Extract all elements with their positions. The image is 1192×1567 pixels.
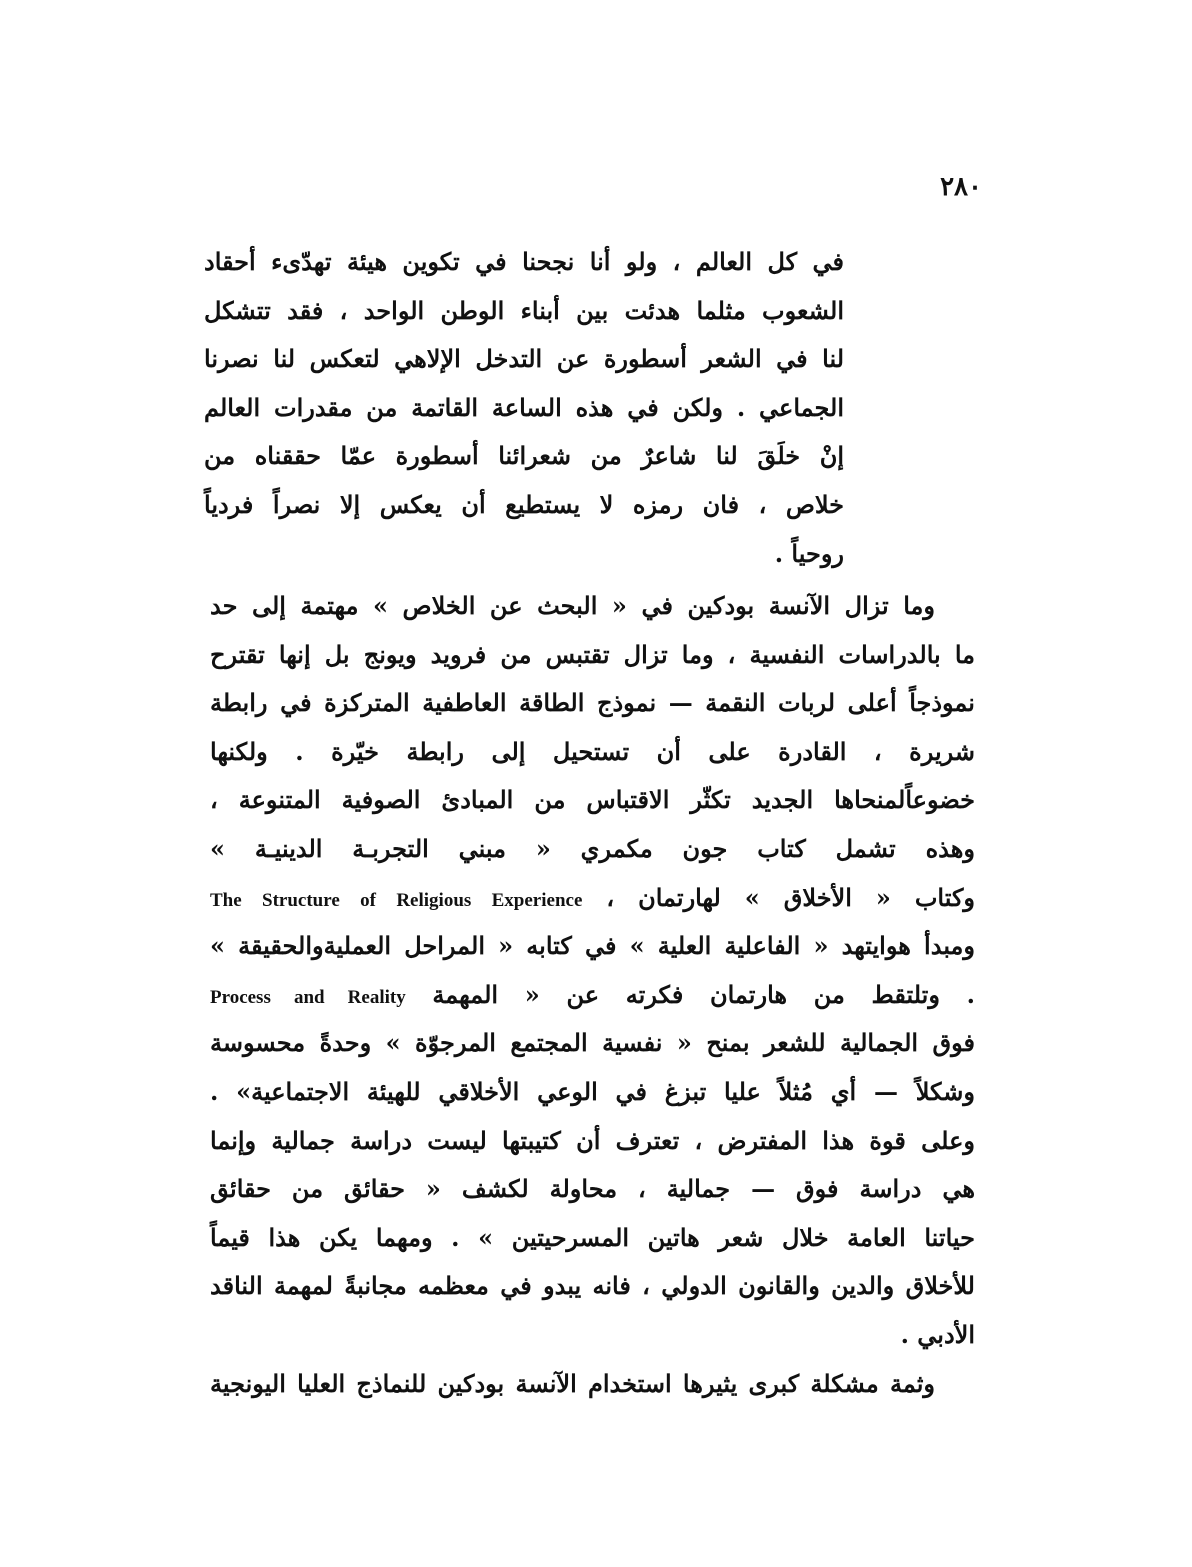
- quote-line: في كل العالم ، ولو أنا نجحنا في تكوين هيئة تهدّىء أحقاد: [204, 247, 844, 276]
- paragraph-line: وهذه تشمل كتاب جون مكمري « مبني التجربـة الدينيـة »: [210, 833, 975, 863]
- paragraph-line: . وتلتقط من هارتمان فكرته عن « المهمة: [432, 979, 975, 1009]
- english-title: The Structure of Religious Experience: [210, 889, 583, 911]
- paragraph-line: هي دراسة فوق — جمالية ، محاولة لكشف « حقائق من حقائق: [210, 1174, 975, 1204]
- quote-line: خلاص ، فان رمزه لا يستطيع أن يعكس إلا نصراً فردياً: [204, 489, 844, 519]
- paragraph-line: خضوعاًلمنحاها الجديد تكثّر الاقتباس من المبادئ الصوفية المتنوعة ،: [210, 785, 975, 815]
- main-text: [210, 582, 975, 1408]
- paragraph-line-with-english: [210, 971, 975, 1020]
- paragraph-line: الأدبي .: [900, 1319, 975, 1349]
- paragraph-line: فوق الجمالية للشعر بمنح « نفسية المجتمع المرجوّة » وحدةً محسوسة: [210, 1028, 975, 1058]
- quote-line: روحياً .: [774, 538, 844, 568]
- paragraph-line: وما تزال الآنسة بودكين في « البحث عن الخلاص » مهتمة إلى حد: [210, 591, 935, 620]
- quoted-passage: [204, 238, 844, 578]
- quote-line: لنا في الشعر أسطورة عن التدخل الإلاهي لتعكس لنا نصرنا: [204, 344, 844, 374]
- paragraph-line: ومبدأ هوايتهد « الفاعلية العلية » في كتابه « المراحل العمليةوالحقيقة »: [210, 931, 975, 961]
- paragraph-line: نموذجاً أعلى لربات النقمة — نموذج الطاقة العاطفية المتركزة في رابطة: [210, 688, 975, 718]
- paragraph-line: وعلى قوة هذا المفترض ، تعترف أن كتيبتها ليست دراسة جمالية وإنما: [210, 1125, 975, 1155]
- quote-line: الجماعي . ولكن في هذه الساعة القاتمة من مقدرات العالم: [204, 392, 844, 422]
- paragraph-line-with-english: [210, 874, 975, 923]
- quote-line: الشعوب مثلما هدئت بين أبناء الوطن الواحد ، فقد تتشكل: [204, 295, 845, 325]
- paragraph-line: للأخلاق والدين والقانون الدولي ، فانه يبدو في معظمه مجانبةً لمهمة الناقد: [210, 1271, 975, 1301]
- paragraph-line: شريرة ، القادرة على أن تستحيل إلى رابطة خيّرة . ولكنها: [210, 736, 975, 766]
- english-title: Process and Reality: [210, 986, 406, 1008]
- paragraph-line: وشكلاً — أي مُثلاً عليا تبزغ في الوعي الأخلاقي للهيئة الاجتماعية» .: [210, 1076, 975, 1106]
- quote-line: إنْ خلَقَ لنا شاعرٌ من شعرائنا أسطورة عمّا حققناه من: [204, 441, 844, 471]
- paragraph-line: وكتاب « الأخلاق » لهارتمان ،: [606, 882, 975, 912]
- paragraph-line: حياتنا العامة خلال شعر هاتين المسرحيتين » . ومهما يكن هذا قيماً: [210, 1222, 975, 1252]
- paragraph-line: وثمة مشكلة كبرى يثيرها استخدام الآنسة بودكين للنماذج العليا اليونجية: [210, 1368, 936, 1398]
- page-number: ٢٨٠: [940, 172, 982, 202]
- paragraph-line: ما بالدراسات النفسية ، وما تزال تقتبس من فرويد ويونج بل إنها تقترح: [210, 639, 975, 669]
